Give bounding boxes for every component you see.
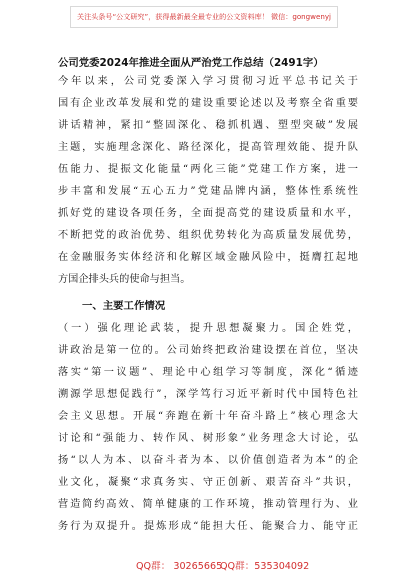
promo-banner xyxy=(70,6,338,28)
section-heading: 一、主要工作情况 xyxy=(82,300,166,312)
document-title: 公司党委2024年推进全面从严治党工作总结（2491字） xyxy=(58,57,324,69)
paragraph-line: 讲话精神，紧扣“整固深化、稳抓机遇、塑型突破”发展 xyxy=(58,120,358,131)
paragraph-line: 步丰富和发展“五心五力”党建品牌内涵，整体性系统性 xyxy=(58,186,358,197)
paragraph-line: 今年以来，公司党委深入学习贯彻习近平总书记关于 xyxy=(58,76,358,87)
paragraph-line: 讲政治是第一位的。公司始终把政治建设摆在首位，坚决 xyxy=(58,345,358,356)
paragraph-line: 主题，实施理念深化、路径深化，提高管理效能、提升队 xyxy=(58,142,358,153)
paragraph-line: （一）强化理论武装，提升思想凝聚力。国企姓党， xyxy=(58,323,358,334)
paragraph-line: 营造简约高效、简单健康的工作环境，推动管理行为、业 xyxy=(58,499,358,510)
paragraph-line: 不断把党的政治优势、组织优势转化为高质量发展优势， xyxy=(58,230,358,241)
paragraph-line: 讨论和“强能力、转作风、树形象”业务理念大讨论，弘 xyxy=(58,433,358,444)
paragraph-line: 扬“以人为本、以奋斗者为本、以价值创造者为本”的企 xyxy=(58,455,358,466)
paragraph-line: 在金融服务实体经济和化解区域金融风险中，挺膺扛起地 xyxy=(58,252,358,263)
paragraph-line: 会主义思想。开展“奔跑在新十年奋斗路上”核心理念大 xyxy=(58,411,358,422)
paragraph-line: 伍能力、提振文化能量“两化三能”党建工作方案，进一 xyxy=(58,164,358,175)
paragraph-line: 落实“第一议题”、理论中心组学习等制度，深化“循迹 xyxy=(58,367,358,378)
paragraph-line: 务行为双提升。提炼形成“能担大任、能聚合力、能守正 xyxy=(58,521,358,532)
paragraph-line: 业文化，凝聚“求真务实、守正创新、艰苦奋斗”共识， xyxy=(58,477,358,488)
footer-qq-group-1: QQ群： 30265665 xyxy=(136,561,223,572)
paragraph-line: 抓好党的建设各项任务，全面提高党的建设质量和水平， xyxy=(58,208,358,219)
promo-banner-text: 关注头条号“公文研究”，获得最新最全最专业的公文资料库！ 微信：gongwenyj xyxy=(77,12,331,21)
paragraph-line: 国有企业改革发展和党的建设重要论述以及考察全省重要 xyxy=(58,98,358,109)
paragraph-line: 溯源学思想促践行”，深学笃行习近平新时代中国特色社 xyxy=(58,389,358,400)
footer-qq-group-2: QQ群：535304092 xyxy=(220,561,310,572)
paragraph-line: 方国企排头兵的使命与担当。 xyxy=(58,274,191,285)
